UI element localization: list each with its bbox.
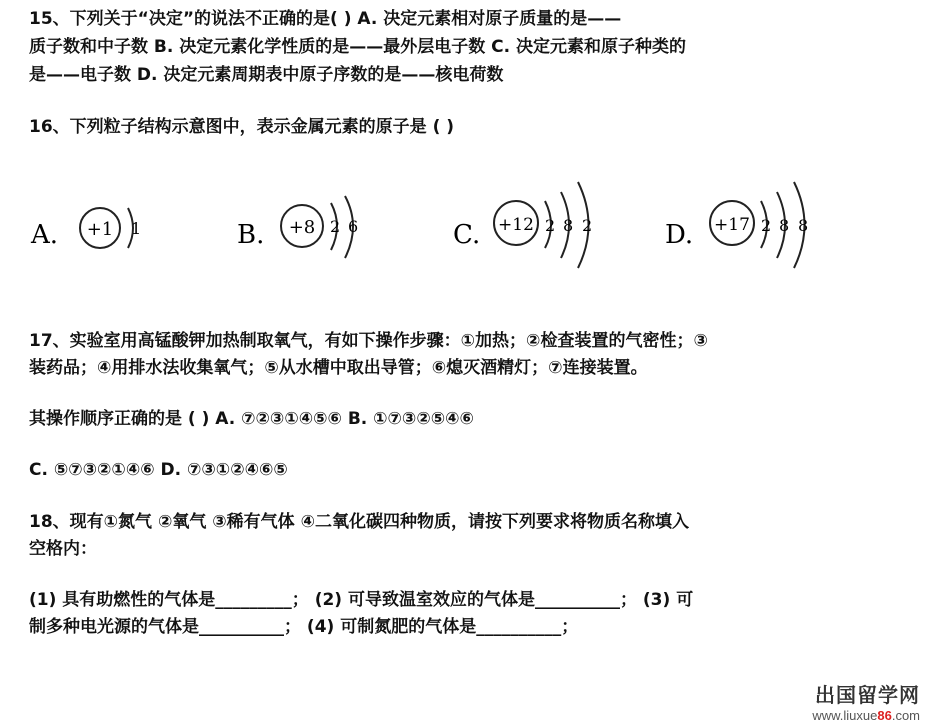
q18-line-3: (1) 具有助燃性的气体是_________； (2) 可导致温室效应的气体是__________； (3) 可 <box>29 590 694 610</box>
option-b-shell-2: 6 <box>348 217 359 236</box>
option-a-shell-1: 1 <box>131 219 142 238</box>
q18-line-2: 空格内： <box>29 539 97 559</box>
option-a-letter: A. <box>31 220 59 250</box>
option-d-diagram <box>665 182 808 268</box>
option-c-diagram <box>453 182 592 268</box>
q17-line-3: 其操作顺序正确的是 ( ) A. ⑦②③①④⑤⑥ B. ①⑦③②⑤④⑥ <box>29 409 474 429</box>
watermark-site-name: 出国留学网 <box>815 683 920 707</box>
option-b-shell-1: 2 <box>330 217 341 236</box>
option-c-shell-2: 8 <box>563 216 574 235</box>
option-d-shell-3: 8 <box>798 216 809 235</box>
watermark-url <box>812 708 920 723</box>
q18-line-1: 18、现有①氮气 ②氧气 ③稀有气体 ④二氧化碳四种物质，请按下列要求将物质名称填入 <box>29 512 689 532</box>
watermark-url-suffix: .com <box>891 708 920 723</box>
q17-line-4: C. ⑤⑦③②①④⑥ D. ⑦③①②④⑥⑤ <box>29 460 288 480</box>
option-d-shell-2: 8 <box>779 216 790 235</box>
watermark-url-prefix: www.liuxue <box>812 708 878 723</box>
atom-structure-svg <box>25 168 825 298</box>
option-d-shell-1: 2 <box>761 216 772 235</box>
q15-line-1: 15、下列关于“决定”的说法不正确的是( ) A. 决定元素相对原子质量的是—— <box>29 9 622 29</box>
option-a-diagram <box>30 208 141 250</box>
watermark-url-number: 86 <box>877 708 892 723</box>
q17-line-2: 装药品；④用排水法收集氧气；⑤从水槽中取出导管；⑥熄灭酒精灯；⑦连接装置。 <box>29 358 648 378</box>
q15-line-3: 是——电子数 D. 决定元素周期表中原子序数的是——核电荷数 <box>29 65 504 85</box>
option-d-nucleus-label: +17 <box>714 215 750 235</box>
option-b-letter: B. <box>237 220 265 250</box>
option-d-letter: D. <box>665 220 694 250</box>
q15-line-2: 质子数和中子数 B. 决定元素化学性质的是——最外层电子数 C. 决定元素和原子种类的 <box>29 37 687 57</box>
option-c-nucleus-label: +12 <box>498 215 534 235</box>
site-watermark <box>812 679 920 723</box>
q18-line-4: 制多种电光源的气体是__________； (4) 可制氮肥的气体是__________； <box>29 617 579 637</box>
q17-line-1: 17、实验室用高锰酸钾加热制取氧气，有如下操作步骤：①加热；②检查装置的气密性；③ <box>29 331 708 351</box>
option-b-nucleus-label: +8 <box>288 217 316 238</box>
option-c-shell-1: 2 <box>545 216 556 235</box>
option-b-diagram <box>237 196 358 258</box>
option-a-nucleus-label: +1 <box>86 219 114 240</box>
option-c-shell-3: 2 <box>582 216 593 235</box>
atom-structure-diagrams <box>25 168 825 298</box>
option-c-letter: C. <box>453 220 481 250</box>
q16-stem: 16、下列粒子结构示意图中，表示金属元素的原子是 ( ) <box>29 117 455 137</box>
